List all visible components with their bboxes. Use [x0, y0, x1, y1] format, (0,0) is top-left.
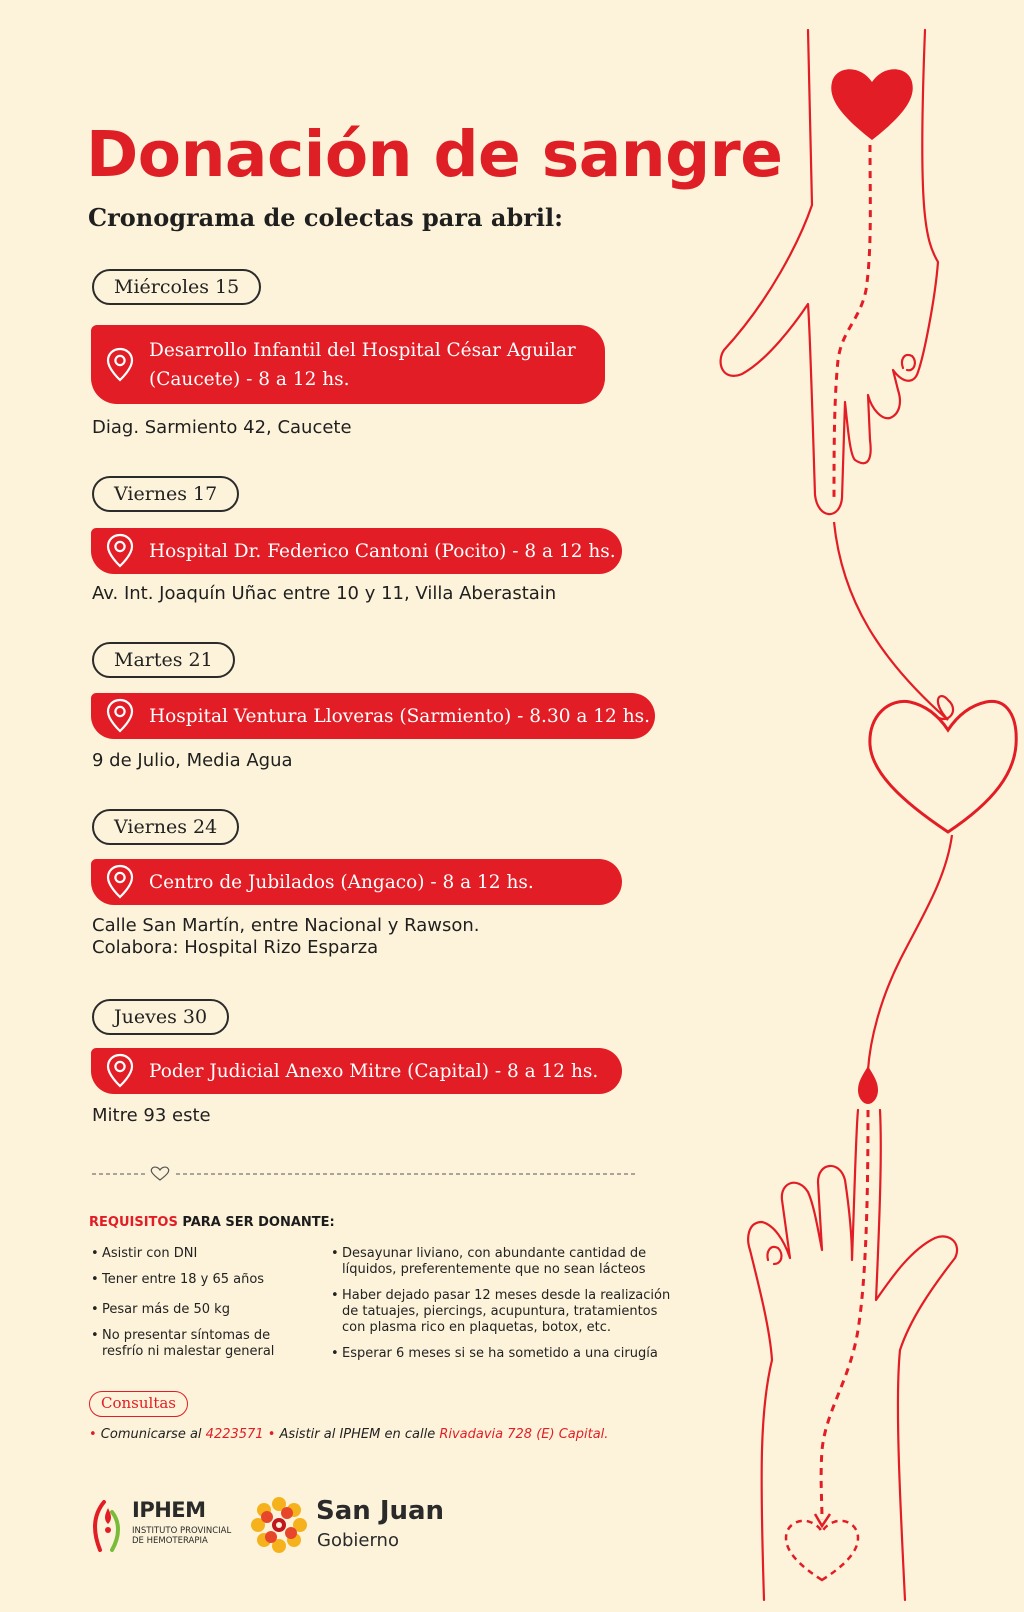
location-pin-icon: [105, 864, 135, 900]
page-subtitle: Cronograma de colectas para abril:: [88, 203, 563, 232]
event-location-bar: [91, 693, 655, 739]
heart-icon: [151, 1167, 168, 1180]
event-address: Diag. Sarmiento 42, Caucete: [92, 417, 352, 438]
requirements-title: REQUISITOS PARA SER DONANTE:: [89, 1215, 335, 1230]
requirement-item: • Desayunar liviano, con abundante cantidad de líquidos, preferentemente que no sean lácteos: [331, 1246, 660, 1278]
iphem-logo-icon: [90, 1498, 126, 1554]
event-day-badge: Jueves 30: [92, 999, 229, 1035]
requirement-item: • Esperar 6 meses si se ha sometido a una cirugía: [331, 1346, 671, 1362]
san-juan-subtitle: Gobierno: [317, 1530, 399, 1551]
requirement-item: • Tener entre 18 y 65 años: [91, 1272, 311, 1288]
event-location-text: Centro de Jubilados (Angaco) - 8 a 12 hs.: [149, 871, 534, 893]
iphem-subtitle: INSTITUTO PROVINCIAL DE HEMOTERAPIA: [132, 1526, 232, 1546]
phone-number: 4223571: [205, 1427, 264, 1442]
event-address: Mitre 93 este: [92, 1105, 211, 1126]
san-juan-name: San Juan: [316, 1496, 445, 1526]
heart-icon: [870, 701, 1016, 832]
event-day-badge: Miércoles 15: [92, 269, 261, 305]
event-location-bar: [91, 325, 605, 404]
heart-icon: [831, 69, 912, 140]
blood-drop-icon: [858, 1066, 878, 1104]
contact-info: • Comunicarse al 4223571 • Asistir al IPHEM en calle Rivadavia 728 (E) Capital.: [89, 1427, 609, 1442]
requirements-list-left: [91, 1246, 311, 1360]
requirement-item: • Asistir con DNI: [91, 1246, 311, 1262]
event-location-text: Poder Judicial Anexo Mitre (Capital) - 8 a 12 hs.: [149, 1060, 599, 1082]
event-location-bar: [91, 859, 622, 905]
section-divider: [92, 1162, 636, 1186]
event-location-bar: [91, 528, 622, 574]
location-pin-icon: [105, 1053, 135, 1089]
requirements-list-right: [331, 1246, 671, 1362]
consultas-badge: Consultas: [89, 1391, 188, 1417]
iphem-logo: [90, 1496, 240, 1556]
event-day-badge: Martes 21: [92, 642, 235, 678]
event-location-text: Hospital Ventura Lloveras (Sarmiento) - 8.30 a 12 hs.: [149, 705, 650, 727]
location-pin-icon: [105, 347, 135, 383]
location-pin-icon: [105, 533, 135, 569]
event-address-note: Colabora: Hospital Rizo Esparza: [92, 937, 379, 958]
heart-icon: [786, 1521, 858, 1580]
event-location-text: Hospital Dr. Federico Cantoni (Pocito) - 8 a 12 hs.: [149, 540, 616, 562]
page-title: Donación de sangre: [86, 118, 783, 191]
requirement-item: • Haber dejado pasar 12 meses desde la realización de tatuajes, piercings, acupuntura, tratamientos con plasma rico en plaquetas, botox, etc.: [331, 1288, 677, 1336]
iphem-address: Rivadavia 728 (E) Capital.: [439, 1427, 609, 1442]
requirement-item: • No presentar síntomas de resfrío ni malestar general: [91, 1328, 297, 1360]
event-address: Av. Int. Joaquín Uñac entre 10 y 11, Villa Aberastain: [92, 583, 557, 604]
requirement-item: • Pesar más de 50 kg: [91, 1302, 311, 1318]
event-address: Calle San Martín, entre Nacional y Rawson.: [92, 915, 480, 936]
sun-flower-logo-icon: [250, 1496, 308, 1554]
event-day-badge: Viernes 24: [92, 809, 239, 845]
location-pin-icon: [105, 698, 135, 734]
lower-hand-outline: [748, 1110, 858, 1600]
event-location-bar: [91, 1048, 622, 1094]
event-address: 9 de Julio, Media Agua: [92, 750, 293, 771]
blood-donation-illustration: [700, 20, 1024, 1612]
event-location-text: Desarrollo Infantil del Hospital César Aguilar (Caucete) - 8 a 12 hs.: [149, 339, 576, 390]
san-juan-logo: [250, 1494, 450, 1558]
event-day-badge: Viernes 17: [92, 476, 239, 512]
iphem-name: IPHEM: [132, 1498, 206, 1522]
